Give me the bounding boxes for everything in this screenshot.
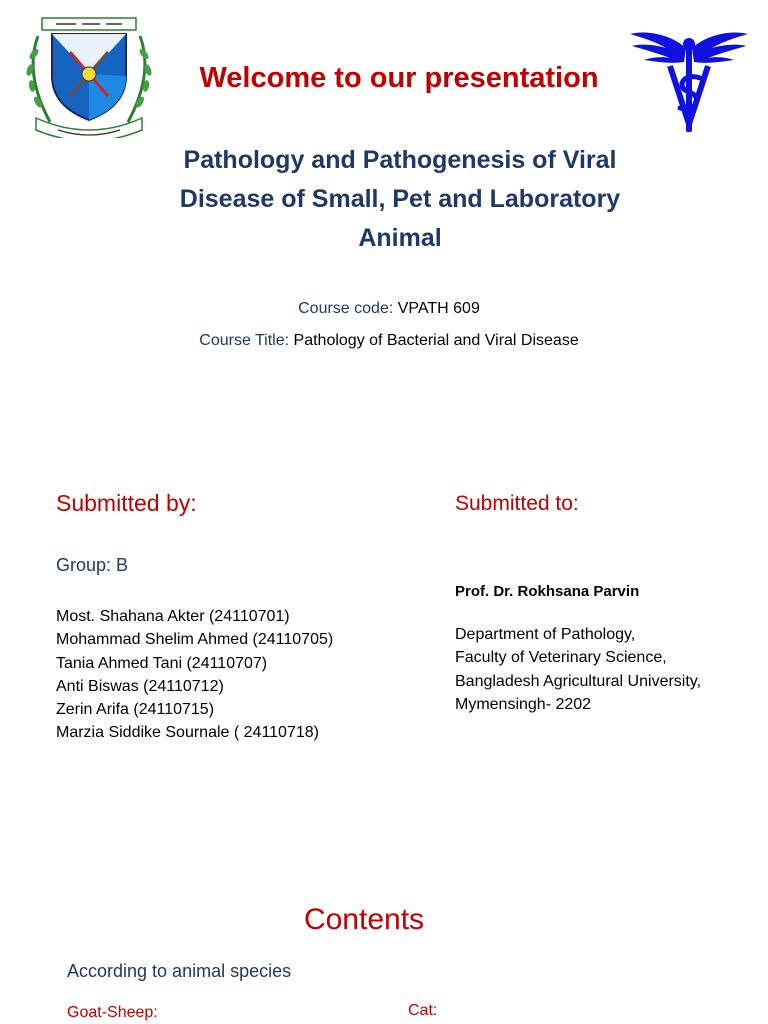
address-line: Faculty of Veterinary Science, [455,649,667,667]
list-item: Marzia Siddike Sournale ( 24110718) [56,724,319,742]
list-item: Anti Biswas (24110712) [56,677,224,695]
supervisor-address [455,623,701,716]
presentation-title [100,141,700,258]
supervisor-name: Prof. Dr. Rokhsana Parvin [455,583,640,600]
welcome-heading: Welcome to our presentation [199,62,599,94]
address-line: Department of Pathology, [455,626,636,643]
contents-subheading: According to animal species [67,961,292,981]
submitted-by-heading: Submitted by: [56,490,197,516]
address-line: Mymensingh- 2202 [455,695,592,713]
contents-item-cat: Cat: [408,1002,438,1019]
list-item: Most. Shahana Akter (24110701) [56,608,290,625]
title-line: Disease of Small, Pet and Laboratory [179,185,621,213]
course-code-value: VPATH 609 [393,300,480,317]
course-code-line [0,300,768,318]
course-code-label: Course code: [298,300,394,317]
course-title-label: Course Title: [199,332,290,349]
course-title-value: Pathology of Bacterial and Viral Disease [289,332,579,349]
list-item: Zerin Arifa (24110715) [56,701,215,719]
title-line: Pathology and Pathogenesis of Viral [183,146,617,174]
address-line: Bangladesh Agricultural University, [455,672,702,690]
list-item: Tania Ahmed Tani (24110707) [56,654,268,672]
group-label: Group: B [56,555,129,575]
title-line: Animal [358,224,442,252]
member-list [56,605,333,745]
list-item: Mohammad Shelim Ahmed (24110705) [56,631,334,649]
submitted-to-heading: Submitted to: [455,492,579,515]
course-title-line [0,332,768,350]
contents-heading: Contents [303,903,425,936]
contents-item-goat-sheep: Goat-Sheep: [67,1004,158,1021]
